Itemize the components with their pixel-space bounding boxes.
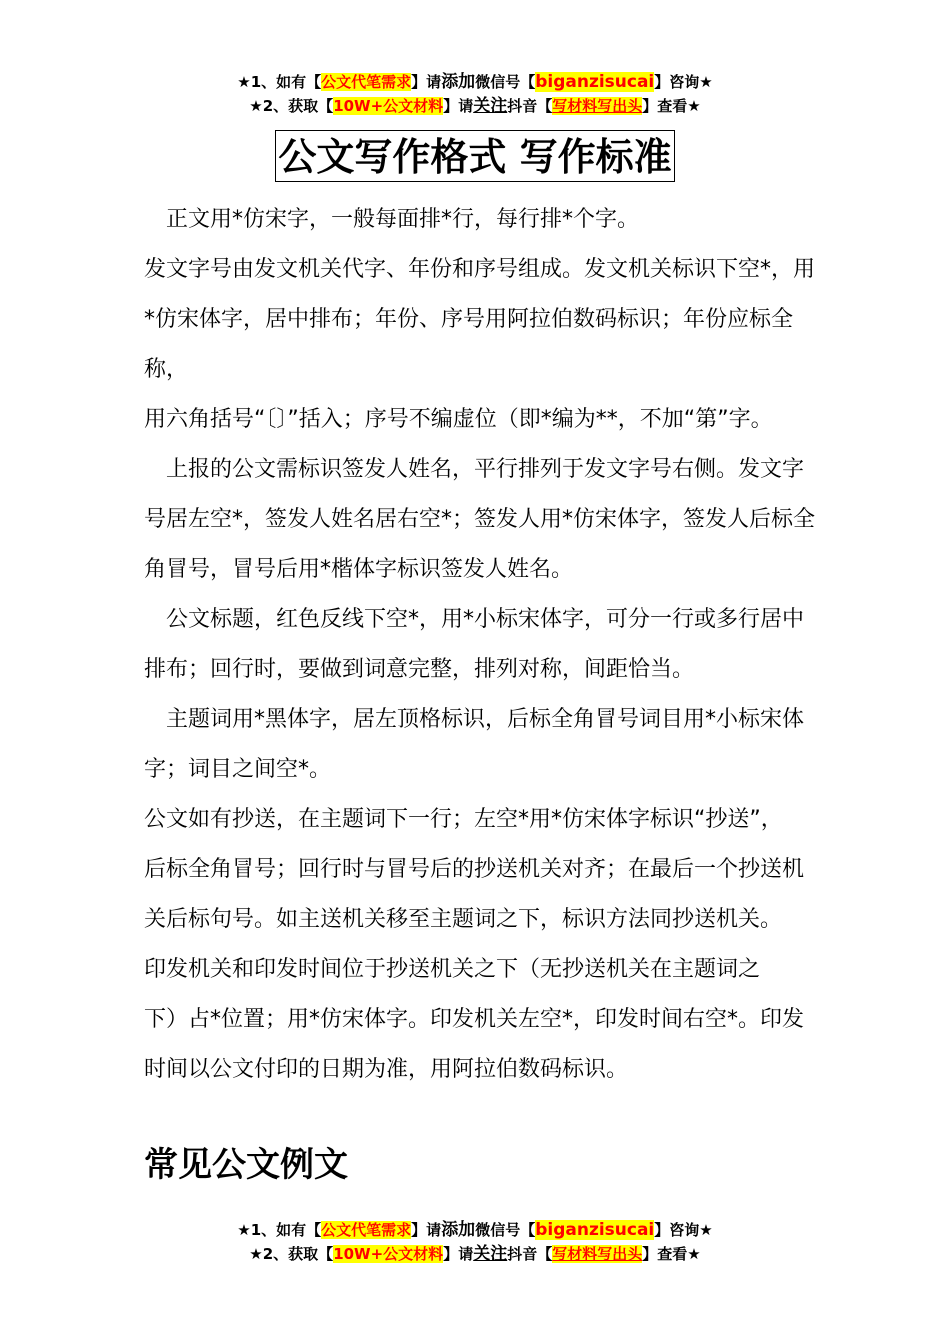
body-line: 公文如有抄送，在主题词下一行；左空*用*仿宋体字标识“抄送”，: [144, 807, 783, 832]
promo-line-2: [0, 1242, 950, 1266]
promo-text: ★2、获取【: [249, 1245, 334, 1263]
promo-text: ★1、如有【: [237, 1221, 322, 1239]
body-line: 印发机关和印发时间位于抄送机关之下（无抄送机关在主题词之: [144, 957, 761, 982]
body-line: 正文用*仿宋字，一般每面排*行，每行排*个字。: [144, 207, 640, 232]
promo-text: 】请: [443, 1245, 474, 1263]
promo-text: 】请: [411, 73, 442, 91]
promo-text: 】查看★: [642, 1245, 701, 1263]
promo-douyin-id: 写材料写出头: [552, 97, 643, 115]
promo-wechat-id: biganzisucai: [535, 72, 655, 92]
promo-highlight: 10W+公文材料: [333, 97, 444, 115]
promo-text: 】查看★: [642, 97, 701, 115]
promo-highlight: 10W+公文材料: [333, 1245, 444, 1263]
body-line: 排布；回行时，要做到词意完整，排列对称，间距恰当。: [144, 657, 695, 682]
body-line: 公文标题，红色反线下空*，用*小标宋体字，可分一行或多行居中: [144, 607, 805, 632]
body-line: 发文字号由发文机关代字、年份和序号组成。发文机关标识下空*，用: [144, 257, 816, 282]
promo-footer: [0, 1218, 950, 1266]
body-line: 上报的公文需标识签发人姓名，平行排列于发文字号右侧。发文字: [144, 457, 805, 482]
promo-line-1: [0, 70, 950, 94]
promo-highlight: 公文代笔需求: [321, 1221, 412, 1239]
body-line: 号居左空*，签发人姓名居右空*；签发人用*仿宋体字，签发人后标全: [144, 507, 816, 532]
section-title: 常见公文例文: [144, 1145, 348, 1185]
body-line: 时间以公文付印的日期为准，用阿拉伯数码标识。: [144, 1057, 629, 1082]
promo-text: 】请: [443, 97, 474, 115]
promo-text: 抖音【: [507, 1245, 553, 1263]
body-line: *仿宋体字，居中排布；年份、序号用阿拉伯数码标识；年份应标全称，: [144, 307, 794, 382]
promo-douyin-id: 写材料写出头: [552, 1245, 643, 1263]
promo-emphasis: 添加: [441, 72, 476, 92]
body-line: 主题词用*黑体字，居左顶格标识，后标全角冒号词目用*小标宋体: [144, 707, 805, 732]
promo-text: 】咨询★: [654, 73, 713, 91]
body-line: 角冒号，冒号后用*楷体字标识签发人姓名。: [144, 557, 574, 582]
body-line: 后标全角冒号；回行时与冒号后的抄送机关对齐；在最后一个抄送机: [144, 857, 805, 882]
promo-line-2: [0, 94, 950, 118]
document-body: [144, 195, 824, 1095]
body-line: 用六角括号“〔〕”括入；序号不编虚位（即*编为**，不加“第”字。: [144, 407, 773, 432]
title-wrap: [0, 130, 950, 182]
promo-line-1: [0, 1218, 950, 1242]
body-line: 字；词目之间空*。: [144, 757, 332, 782]
promo-highlight: 公文代笔需求: [321, 73, 412, 91]
promo-emphasis: 添加: [441, 1220, 476, 1240]
promo-wechat-id: biganzisucai: [535, 1220, 655, 1240]
promo-text: 抖音【: [507, 97, 553, 115]
promo-emphasis: 关注: [473, 96, 508, 116]
body-line: 关后标句号。如主送机关移至主题词之下，标识方法同抄送机关。: [144, 907, 783, 932]
promo-text: ★1、如有【: [237, 73, 322, 91]
promo-text: 微信号【: [475, 1221, 536, 1239]
promo-emphasis: 关注: [473, 1244, 508, 1264]
promo-text: ★2、获取【: [249, 97, 334, 115]
body-line: 下）占*位置；用*仿宋体字。印发机关左空*，印发时间右空*。印发: [144, 1007, 805, 1032]
document-title: 公文写作格式 写作标准: [275, 130, 674, 182]
promo-text: 微信号【: [475, 73, 536, 91]
promo-text: 】咨询★: [654, 1221, 713, 1239]
promo-text: 】请: [411, 1221, 442, 1239]
promo-header: [0, 70, 950, 118]
